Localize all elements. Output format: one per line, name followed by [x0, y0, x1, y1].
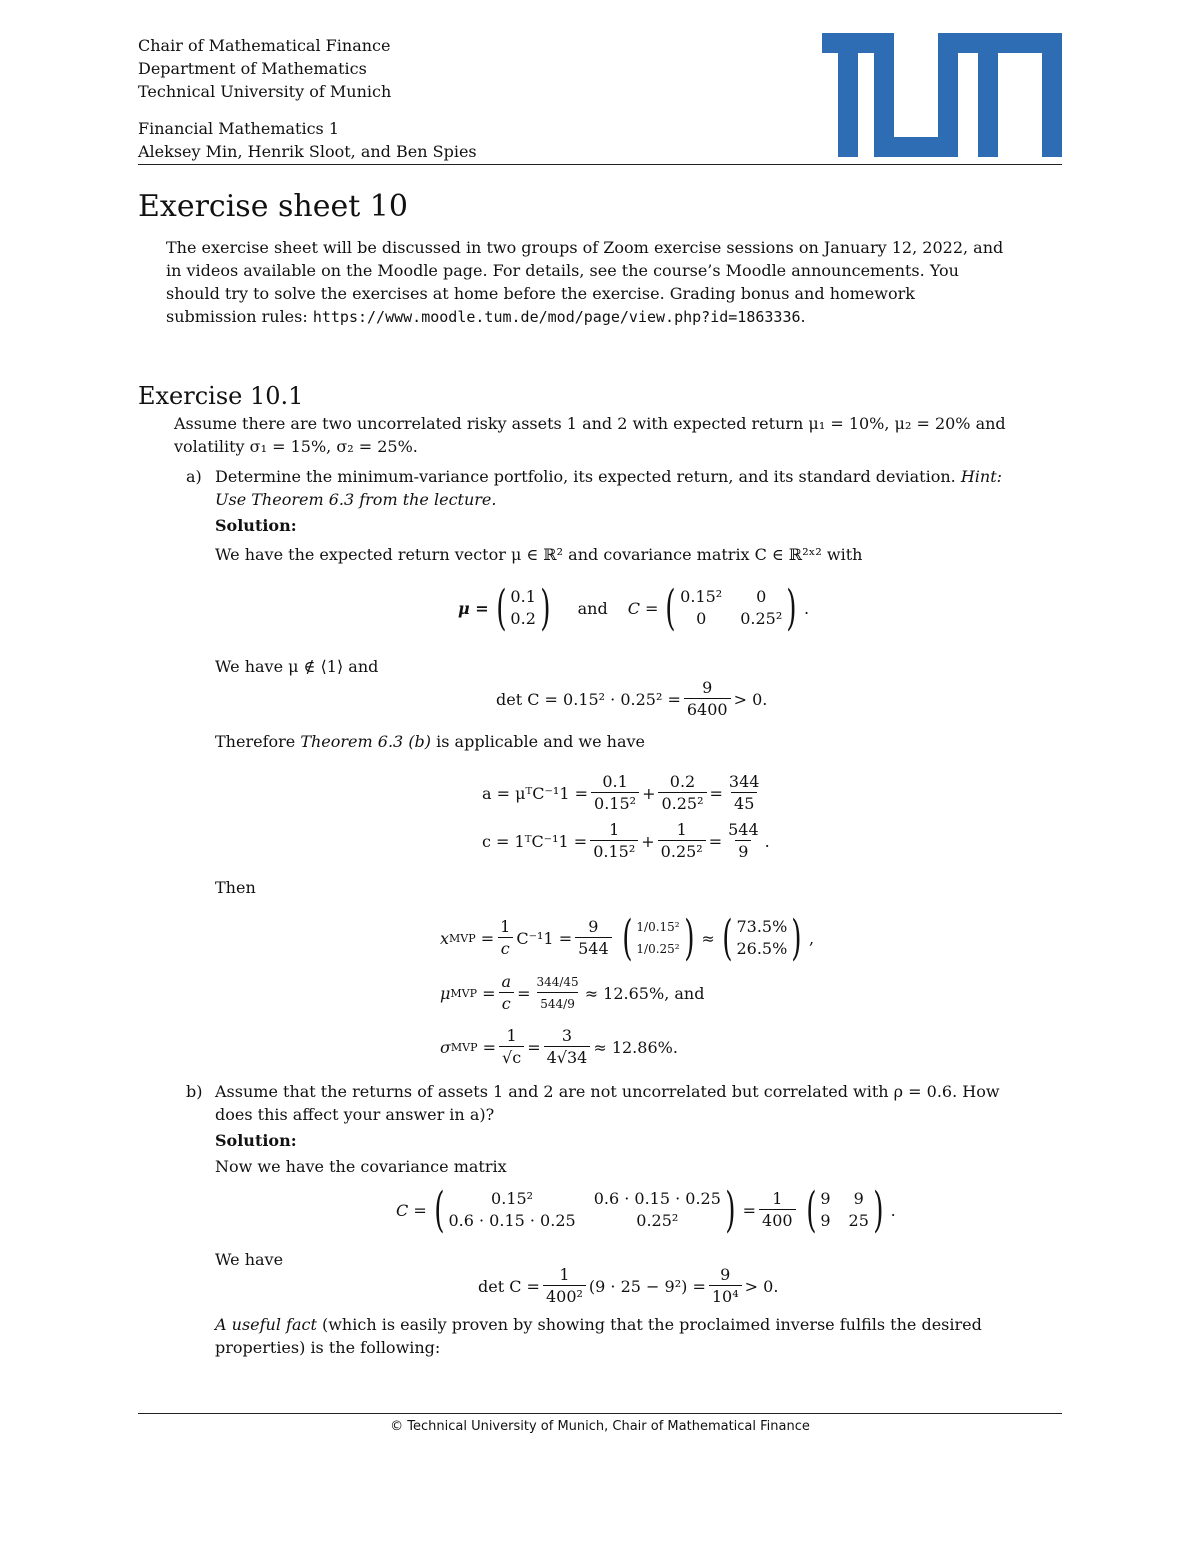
frac-num: 0.2 [669, 771, 696, 791]
frac-num: 9 [588, 916, 599, 936]
C-entry: 9 [820, 1211, 831, 1230]
header-university: Technical University of Munich [138, 82, 392, 101]
x-mvp-equation: x MVP = $\frac{1}{c}$ C⁻¹1 = $\frac{9}{544}$ ( 1/0.15² 1/0.25² ) ≈ ( 73.5% 26.5% ) , [440, 910, 815, 966]
c-equation: c = 1ᵀC⁻¹1 = $\frac{1}{\text{0.15²}}$ + $\frac{1}{\text{0.25²}}$ = $\frac{544}{9}$ . [482, 819, 770, 861]
text3-suffix: is applicable and we have [431, 732, 645, 751]
text3-rest: (which is easily proven by showing that the proclaimed inverse fulfils the desired [316, 1315, 982, 1334]
footer-rule [138, 1413, 1062, 1414]
C-entry: 9 [853, 1189, 864, 1208]
theorem-ref: Theorem 6.3 (b) [300, 732, 432, 751]
moodle-link[interactable]: https://www.moodle.tum.de/mod/page/view.php?id=1863336 [312, 308, 801, 326]
det-a-lhs: det C = 0.15² · 0.25² = [496, 689, 681, 709]
fraction [544, 1026, 591, 1069]
part-a-question [215, 465, 1002, 488]
and-comma: , and [664, 983, 705, 1003]
fraction [709, 1265, 742, 1308]
vector-entry: 26.5% [736, 939, 788, 958]
det-b-mid: (9 · 25 − 9²) = [588, 1276, 706, 1296]
frac-den: 544/9 [537, 992, 578, 1015]
part-b-solution-label: Solution: [215, 1131, 297, 1150]
a-eq-lhs: a = μᵀC⁻¹1 = [482, 783, 589, 803]
frac-den: √c [499, 1046, 524, 1069]
C-entry: 0 [696, 609, 707, 628]
page-title: Exercise sheet 10 [138, 189, 408, 224]
C-b-equation: C = ( 0.15² 0.6 · 0.15 · 0.25 0.6 · 0.15 · 0.25 0.25² ) = $\frac{1}{400}$ ( 9 9 9 25 ) . [396, 1182, 896, 1238]
header-authors: Aleksey Min, Henrik Sloot, and Ben Spies [138, 142, 477, 161]
intro-line-1: The exercise sheet will be discussed in two groups of Zoom exercise sessions on January 12, 2022, and [166, 238, 1004, 257]
C-entry: 0.6 · 0.15 · 0.25 [593, 1189, 721, 1208]
x-mvp-vector: ( 1/0.15² 1/0.25² ) [621, 910, 695, 966]
frac-num: 3 [561, 1025, 573, 1045]
c-eq-lhs: c = 1ᵀC⁻¹1 = [482, 831, 588, 851]
det-b-lhs: det C = [478, 1276, 540, 1296]
part-a-text-3 [215, 730, 645, 753]
mu-entry: 0.2 [510, 609, 536, 628]
frac-num: 1 [772, 1188, 783, 1208]
frac-den: 0.15² [591, 792, 639, 815]
part-b-text-3 [215, 1313, 982, 1336]
fraction [499, 1026, 524, 1069]
sigma-mvp-approx: ≈ 12.86%. [593, 1037, 678, 1057]
frac-num: 344/45 [536, 974, 579, 989]
part-a-hint-text: Use Theorem 6.3 from the lecture. [215, 490, 497, 509]
intro-line-3: should try to solve the exercises at home before the exercise. Grading bonus and homework [166, 284, 915, 303]
C-entry: 0.25² [740, 609, 783, 628]
frac-den: c [498, 937, 513, 960]
sigma-mvp-equation: σ MVP = $\frac{1}{√c}$ = $\frac{3}{4√34}$ ≈ 12.86%. [440, 1025, 678, 1067]
footer-text: © Technical University of Munich, Chair of Mathematical Finance [390, 1419, 810, 1434]
mvp-subscript: MVP [450, 986, 478, 1000]
vector-entry: 73.5% [736, 917, 788, 936]
fraction [543, 1265, 586, 1308]
mu-symbol: μ [440, 983, 451, 1003]
frac-num: 0.1 [602, 771, 628, 791]
part-b-text-2: We have [215, 1250, 284, 1269]
intro-line-2: in videos available on the Moodle page. For details, see the course’s Moodle announcements. You [166, 261, 959, 280]
frac-num: 344 [728, 771, 760, 791]
part-b-question-2: does this affect your answer in a)? [215, 1105, 495, 1124]
frac-den: 10⁴ [709, 1285, 742, 1308]
mvp-subscript: MVP [449, 931, 476, 945]
exercise-statement-1: Assume there are two uncorrelated risky assets 1 and 2 with expected return μ₁ = 10%, μ₂ = 20% and [174, 414, 1006, 433]
text3-prefix: Therefore [215, 732, 301, 751]
det-b-equation [478, 1262, 778, 1310]
part-b-question-1: Assume that the returns of assets 1 and 2 are not uncorrelated but correlated with ρ = 0.6. How [215, 1082, 1000, 1101]
C-symbol: C = [396, 1200, 427, 1220]
fraction [533, 972, 581, 1015]
frac-den: 6400 [684, 698, 731, 721]
part-a-label: a) [186, 467, 202, 486]
C-matrix-b: ( 0.15² 0.6 · 0.15 · 0.25 0.6 · 0.15 · 0.25 0.25² ) [433, 1182, 736, 1238]
frac-num: 9 [720, 1264, 731, 1284]
vector-entry: 1/0.25² [636, 942, 680, 956]
mvp-subscript: MVP [450, 1040, 478, 1054]
mu-mvp-equation: μ MVP = $\frac{a}{c}$ = $\frac{344/45}{544/9}$ ≈ 12.65% , and [440, 971, 705, 1013]
frac-num: 1 [559, 1264, 570, 1284]
C-entry: 0.15² [491, 1189, 534, 1208]
C-entry: 0.15² [680, 587, 723, 606]
intro-suffix: . [800, 307, 806, 326]
part-b-text-3-line2: properties) is the following: [215, 1338, 441, 1357]
C-entry: 0.25² [636, 1211, 679, 1230]
frac-den: 0.25² [658, 792, 706, 815]
exercise-statement-2: volatility σ₁ = 15%, σ₂ = 25%. [174, 437, 418, 456]
fraction [499, 972, 515, 1015]
useful-fact: A useful fact [215, 1315, 317, 1334]
tum-logo [822, 33, 1062, 157]
C-int-matrix: ( 9 9 9 25 ) [805, 1182, 884, 1238]
mu-and-C-equation: μ = ( 0.1 0.2 ) and C = ( 0.15² 0 0 0.25² ) . [458, 580, 810, 636]
fraction [590, 820, 638, 863]
fraction [497, 917, 513, 960]
C-entry: 25 [848, 1211, 869, 1230]
det-a-rhs: > 0. [733, 689, 768, 709]
header-rule [138, 164, 1062, 165]
frac-num: a [501, 971, 512, 991]
part-a-question-text: Determine the minimum-variance portfolio, its expected return, and its standard deviation. [215, 467, 956, 486]
frac-num: 1 [500, 916, 511, 936]
a-equation: a = μᵀC⁻¹1 = $\frac{0.1}{\text{0.15²}}$ + $\frac{0.2}{\text{0.25²}}$ = $\frac{344}{45}$ [482, 770, 765, 816]
frac-den: 544 [575, 937, 612, 960]
exercise-heading: Exercise 10.1 [138, 382, 304, 410]
frac-den: 9 [735, 840, 751, 863]
mu-vector: ( 0.1 0.2 ) [495, 580, 551, 636]
sigma-symbol: σ [440, 1037, 451, 1057]
frac-num: 1 [676, 819, 687, 839]
frac-den: 4√34 [544, 1046, 591, 1069]
C-symbol: C = [627, 598, 659, 618]
x-mvp-result: ( 73.5% 26.5% ) [721, 910, 802, 966]
fraction [759, 1189, 796, 1232]
det-a-equation [496, 676, 767, 722]
frac-num: 9 [702, 677, 713, 697]
frac-num: 1 [506, 1025, 517, 1045]
mu-mvp-approx: ≈ 12.65% [584, 983, 665, 1003]
vector-entry: 1/0.15² [636, 920, 680, 934]
frac-den: c [499, 992, 514, 1015]
det-b-rhs: > 0. [744, 1276, 779, 1296]
part-a-text-2: We have μ ∉ ⟨1⟩ and [215, 657, 379, 676]
frac-den: 400 [759, 1209, 796, 1232]
intro-line-4 [166, 305, 806, 329]
x-mvp-mid: C⁻¹1 = [516, 928, 573, 948]
fraction [591, 772, 639, 815]
C-entry: 9 [820, 1189, 831, 1208]
frac-num: 544 [728, 819, 759, 839]
frac-den: 0.25² [658, 840, 706, 863]
header-course: Financial Mathematics 1 [138, 119, 340, 138]
fraction [726, 772, 763, 815]
mu-entry: 0.1 [510, 587, 536, 606]
fraction [658, 772, 706, 815]
part-a-then: Then [215, 878, 256, 897]
frac-den: 0.15² [590, 840, 638, 863]
det-a-fraction [684, 678, 731, 721]
fraction [575, 917, 612, 960]
fraction [658, 820, 706, 863]
part-b-text-1: Now we have the covariance matrix [215, 1157, 507, 1176]
and-word: and [577, 598, 608, 618]
C-entry: 0.6 · 0.15 · 0.25 [448, 1211, 576, 1230]
fraction [725, 820, 762, 863]
frac-den: 400² [543, 1285, 586, 1308]
header-department: Department of Mathematics [138, 59, 367, 78]
C-matrix-a: ( 0.15² 0 0 0.25² ) [665, 580, 797, 636]
part-a-text-1: We have the expected return vector μ ∈ ℝ² and covariance matrix C ∈ ℝ²ˣ² with [215, 545, 863, 564]
frac-den: 45 [731, 792, 757, 815]
part-b-label: b) [186, 1082, 203, 1101]
header-chair: Chair of Mathematical Finance [138, 36, 391, 55]
C-entry: 0 [756, 587, 767, 606]
intro-prefix: submission rules: [166, 307, 313, 326]
mu-symbol: μ = [458, 598, 489, 618]
part-a-hint-label: Hint: [960, 467, 1003, 486]
x-symbol: x [440, 928, 450, 948]
frac-num: 1 [609, 819, 620, 839]
part-a-solution-label: Solution: [215, 516, 297, 535]
